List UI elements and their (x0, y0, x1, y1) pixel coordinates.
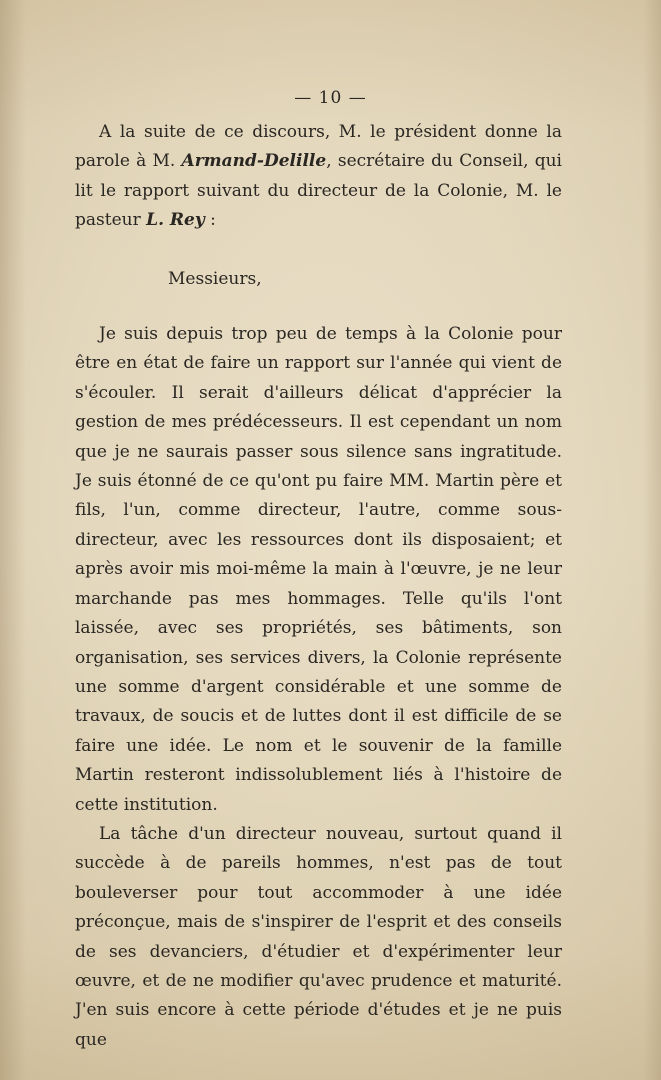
report-paragraph-1: Je suis depuis trop peu de temps à la Colonie pour être en état de faire un rapport sur l'année qui vient de s'écouler. Il serait d'ailleurs délicat d'apprécier la gestion de mes prédécesseurs. Il est cependant un nom que je ne saurais passer sous silence sans ingratitude. Je suis étonné de ce qu'ont pu faire MM. Martin père et fils, l'un, comme directeur, l'autre, comme sous-directeur, avec les ressources dont ils disposaient; et après avoir mis moi-même la main à l'œuvre, je ne leur marchande pas mes hommages. Telle qu'ils l'ont laissée, avec ses propriétés, ses bâtiments, son organisation, ses services divers, la Colonie représente une somme d'argent considérable et une somme de travaux, de soucis et de luttes dont il est difficile de se faire une idée. Le nom et le souvenir de la famille Martin resteront indissolublement liés à l'histoire de cette institution. (75, 324, 562, 815)
intro-ending: : (204, 210, 216, 231)
intro-text: A la suite de ce discours, M. le président donne la parole à M. (75, 122, 562, 172)
intro-paragraph (75, 118, 562, 236)
director-name: L. Rey (146, 210, 205, 231)
report-paragraph-2: La tâche d'un directeur nouveau, surtout quand il succède à de pareils hommes, n'est pas de tout bouleverser pour tout accommoder à une idée préconçue, mais de s'inspirer de l'esprit et des conseils de ses devanciers, d'étudier et d'expérimenter leur œuvre, et de ne modifier qu'avec prudence et maturité. J'en suis encore à cette période d'études et je ne puis que (75, 823, 562, 1050)
intro-text-continued: , secrétaire du Conseil, qui lit le rapport suivant du directeur de la Colonie, M. le pasteur (75, 151, 562, 231)
page-number: — 10 — (294, 88, 367, 108)
speaker-name: Armand-Delille (181, 151, 327, 172)
page-body (75, 118, 562, 1055)
salutation: Messieurs, (168, 268, 262, 289)
